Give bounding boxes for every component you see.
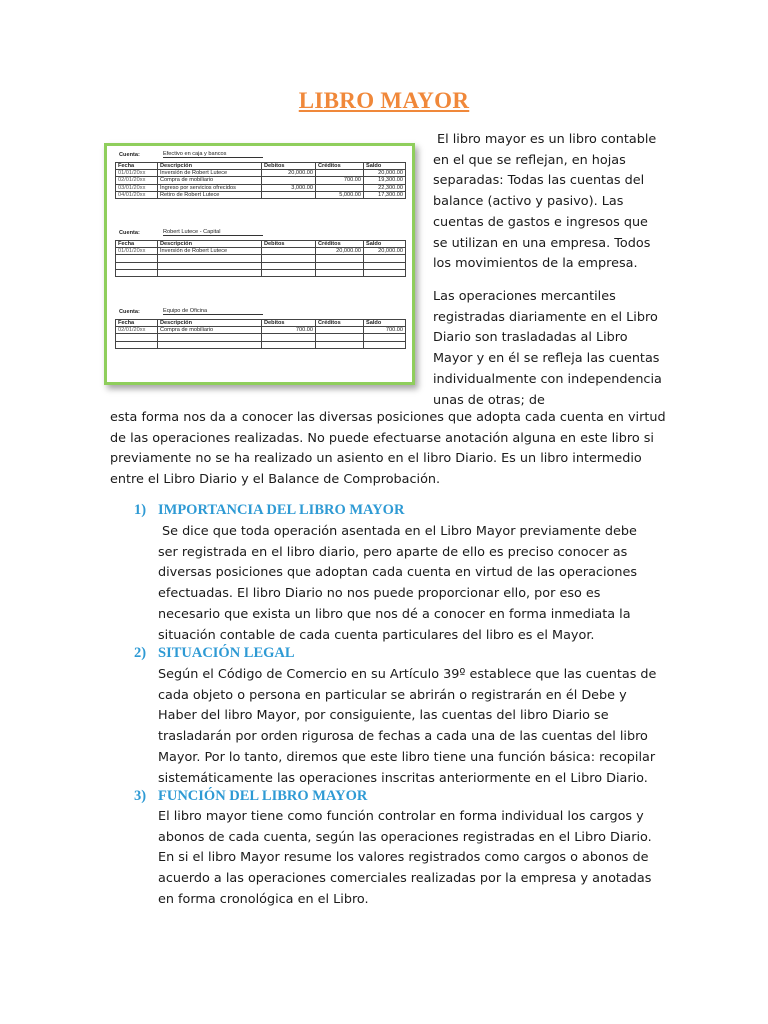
ledger-cell: 01/01/20xx: [116, 170, 158, 177]
ledger-cell: [316, 341, 364, 348]
ledger-cell: 02/01/20xx: [116, 327, 158, 334]
section-3-heading: [134, 788, 367, 805]
ledger-cell: [262, 262, 316, 269]
ledger-cell: [364, 269, 406, 276]
ledger-cell: [364, 262, 406, 269]
ledger-cell: 03/01/20xx: [116, 184, 158, 191]
ledger-cell: [158, 262, 262, 269]
ledger-cell: Compra de mobiliario: [158, 327, 262, 334]
ledger-cell: 22,300.00: [364, 184, 406, 191]
ledger-cell: Compra de mobiliario: [158, 177, 262, 184]
ledger-row: [116, 269, 406, 276]
ledger-table: [115, 240, 406, 277]
ledger-cell: [262, 191, 316, 198]
ledger-row: [116, 248, 406, 255]
ledger-table: [115, 319, 406, 349]
ledger-cell: Inversión de Robert Lutece: [158, 248, 262, 255]
ledger-account: [115, 228, 406, 277]
ledger-cell: [262, 177, 316, 184]
ledger-cell: [158, 334, 262, 341]
ledger-table: [115, 162, 406, 199]
section-number: 1): [134, 502, 147, 518]
ledger-cell: [316, 184, 364, 191]
ledger-account: [115, 307, 406, 349]
ledger-column-header: Créditos: [316, 163, 364, 170]
ledger-cell: 01/01/20xx: [116, 248, 158, 255]
ledger-cell: 700.00: [364, 327, 406, 334]
ledger-column-header: Debitos: [262, 241, 316, 248]
ledger-column-header: Fecha: [116, 241, 158, 248]
ledger-row: [116, 262, 406, 269]
ledger-cell: [116, 255, 158, 262]
ledger-cell: 20,000.00: [262, 170, 316, 177]
ledger-account-name: Equipo de Oficina: [163, 308, 263, 315]
ledger-account-label: Cuenta:: [119, 152, 140, 158]
section-1-heading: [134, 502, 404, 519]
intro-paragraph-3: esta forma nos da a conocer las diversas posiciones que adopta cada cuenta en virtud de las operaciones realizadas. No puede efectuarse anotación alguna en este libro si previamente no se ha realizado un asiento en el libro Diario. Es un libro intermedio entre el Libro Diario y el Balance de Comprobación.: [110, 410, 666, 488]
ledger-cell: [364, 255, 406, 262]
ledger-cell: [316, 262, 364, 269]
ledger-account-name: Efectivo en caja y bancos: [163, 151, 263, 158]
ledger-cell: 5,000.00: [316, 191, 364, 198]
ledger-cell: [116, 334, 158, 341]
section-number: 3): [134, 788, 147, 804]
ledger-cell: [116, 341, 158, 348]
section-1-body: Se dice que toda operación asentada en el Libro Mayor previamente debe ser registrada en el libro diario, pero aparte de ello es preciso conocer as diversas posiciones que adoptan cada cuenta en virtud de las operaciones efectuadas. El libro Diario no nos puede proporcionar ello, por eso es necesario que exista un libro que nos dé a conocer en forma inmediata la situación contable de cada cuenta particulares del libro es el Mayor.: [158, 524, 637, 643]
ledger-cell: [262, 255, 316, 262]
ledger-row: [116, 255, 406, 262]
ledger-column-header: Saldo: [364, 241, 406, 248]
ledger-cell: 20,000.00: [364, 248, 406, 255]
section-2-heading: [134, 645, 295, 662]
ledger-column-header: Créditos: [316, 241, 364, 248]
ledger-column-header: Descripción: [158, 241, 262, 248]
ledger-cell: [262, 341, 316, 348]
ledger-column-header: Saldo: [364, 320, 406, 327]
ledger-header-row: [116, 241, 406, 248]
ledger-cell: 20,000.00: [364, 170, 406, 177]
ledger-account-header: [115, 228, 406, 240]
ledger-cell: [364, 334, 406, 341]
ledger-cell: [316, 327, 364, 334]
page-title: LIBRO MAYOR: [298, 88, 470, 113]
ledger-column-header: Descripción: [158, 163, 262, 170]
ledger-cell: 20,000.00: [316, 248, 364, 255]
intro-paragraph-2: Las operaciones mercantiles registradas diariamente en el Libro Diario son trasladadas al Libro Mayor y en él se refleja las cuentas individualmente con independencia unas de otras; de: [433, 289, 662, 408]
ledger-column-header: Saldo: [364, 163, 406, 170]
ledger-cell: [316, 255, 364, 262]
ledger-row: [116, 170, 406, 177]
ledger-image: [104, 143, 415, 385]
ledger-cell: 19,300.00: [364, 177, 406, 184]
ledger-cell: [316, 334, 364, 341]
ledger-row: [116, 327, 406, 334]
ledger-account: [115, 150, 406, 199]
ledger-cell: [116, 269, 158, 276]
ledger-cell: 04/01/20xx: [116, 191, 158, 198]
ledger-cell: Retiro de Robert Lutece: [158, 191, 262, 198]
ledger-column-header: Fecha: [116, 163, 158, 170]
ledger-column-header: Debitos: [262, 163, 316, 170]
ledger-account-header: [115, 307, 406, 319]
ledger-row: [116, 184, 406, 191]
ledger-column-header: Créditos: [316, 320, 364, 327]
ledger-cell: [158, 269, 262, 276]
section-3-body: El libro mayor tiene como función controlar en forma individual los cargos y abonos de cada cuenta, según las operaciones registradas en el Libro Diario. En si el libro Mayor resume los valores registrados como cargos o abonos de acuerdo a las operaciones comerciales realizadas por la empresa y anotadas en forma cronológica en el Libro.: [158, 809, 652, 907]
ledger-cell: [262, 248, 316, 255]
ledger-cell: [262, 269, 316, 276]
ledger-header-row: [116, 320, 406, 327]
ledger-row: [116, 341, 406, 348]
ledger-row: [116, 177, 406, 184]
ledger-row: [116, 334, 406, 341]
section-title: SITUACIÓN LEGAL: [158, 645, 295, 661]
section-number: 2): [134, 645, 147, 661]
ledger-header-row: [116, 163, 406, 170]
ledger-column-header: Debitos: [262, 320, 316, 327]
intro-paragraph-1: El libro mayor es un libro contable en el que se reflejan, en hojas separadas: Todas las cuentas del balance (activo y pasivo). Las cuentas de gastos e ingresos que se utilizan en una empresa. Todos los movimientos de la empresa.: [433, 132, 657, 272]
ledger-column-header: Fecha: [116, 320, 158, 327]
ledger-row: [116, 191, 406, 198]
ledger-column-header: Descripción: [158, 320, 262, 327]
ledger-cell: [364, 341, 406, 348]
ledger-cell: Inversión de Robert Lutece: [158, 170, 262, 177]
ledger-cell: [158, 341, 262, 348]
section-title: IMPORTANCIA DEL LIBRO MAYOR: [158, 502, 405, 518]
ledger-cell: [262, 334, 316, 341]
ledger-cell: 02/01/20xx: [116, 177, 158, 184]
section-2-body: Según el Código de Comercio en su Artículo 39º establece que las cuentas de cada objeto o persona en particular se abrirán o registrarán en él Debe y Haber del libro Mayor, por consiguiente, las cuentas del libro Diario se trasladarán por orden rigurosa de fechas a cada una de las cuentas del libro Mayor. Por lo tanto, diremos que este libro tiene una función básica: recopilar sistemáticamente las operaciones inscritas anteriormente en el Libro Diario.: [158, 667, 657, 786]
ledger-account-name: Robert Lutece - Capital: [163, 229, 263, 236]
ledger-cell: 3,000.00: [262, 184, 316, 191]
ledger-cell: Ingreso por servicios ofrecidos: [158, 184, 262, 191]
section-title: FUNCIÓN DEL LIBRO MAYOR: [158, 788, 368, 804]
ledger-account-label: Cuenta:: [119, 309, 140, 315]
ledger-account-label: Cuenta:: [119, 230, 140, 236]
ledger-cell: [158, 255, 262, 262]
ledger-cell: 700.00: [316, 177, 364, 184]
ledger-cell: 17,300.00: [364, 191, 406, 198]
ledger-cell: 700.00: [262, 327, 316, 334]
ledger-cell: [116, 262, 158, 269]
ledger-cell: [316, 170, 364, 177]
ledger-cell: [316, 269, 364, 276]
ledger-account-header: [115, 150, 406, 162]
